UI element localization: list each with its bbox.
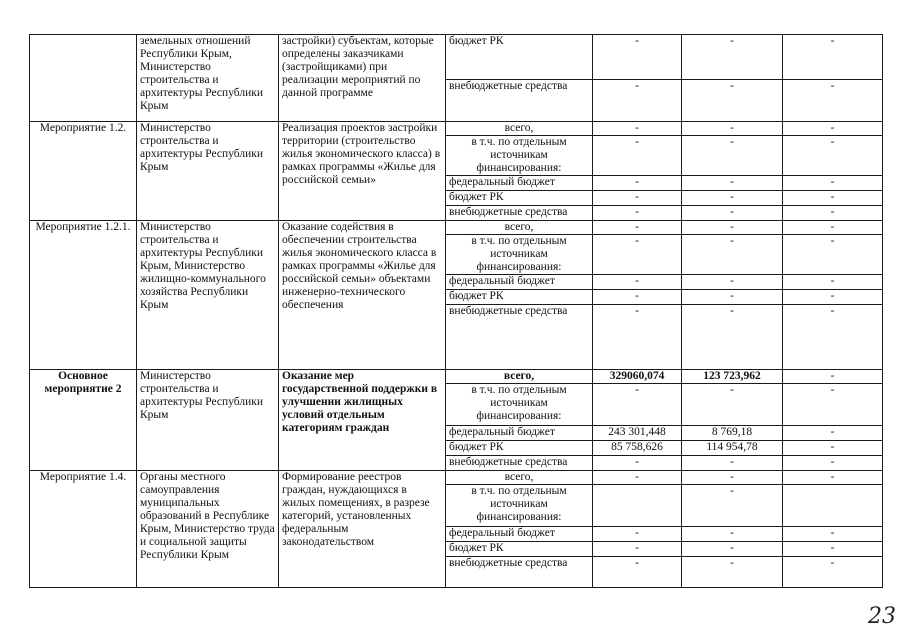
value-cell: - [593, 527, 682, 542]
source-cell: в т.ч. по отдельным источникам финансирования: [446, 235, 593, 275]
value-cell: - [783, 122, 883, 136]
value-cell: - [593, 122, 682, 136]
value-cell: - [783, 290, 883, 305]
value-cell: - [593, 542, 682, 557]
value-cell: - [783, 235, 883, 275]
source-cell: внебюджетные средства [446, 80, 593, 122]
source-cell: федеральный бюджет [446, 275, 593, 290]
executor-cell: Министерство строительства и архитектуры Республики Крым [137, 122, 279, 221]
value-cell: - [783, 191, 883, 206]
value-cell: - [682, 471, 783, 485]
value-cell: - [783, 136, 883, 176]
value-cell [783, 485, 883, 527]
value-cell: - [593, 456, 682, 471]
source-cell: внебюджетные средства [446, 456, 593, 471]
source-cell: всего, [446, 221, 593, 235]
source-cell: бюджет РК [446, 290, 593, 305]
source-cell: федеральный бюджет [446, 176, 593, 191]
value-cell: - [783, 527, 883, 542]
value-cell: - [783, 557, 883, 588]
value-cell: - [593, 471, 682, 485]
value-cell: - [783, 426, 883, 441]
description-cell: застройки) субъектам, которые определены заказчиками (застройщиками) при реализации мероприятий по данной программе [279, 35, 446, 122]
value-cell: 85 758,626 [593, 441, 682, 456]
value-cell: - [783, 206, 883, 221]
source-cell: всего, [446, 471, 593, 485]
value-cell: - [682, 275, 783, 290]
event-cell: Мероприятие 1.2.1. [30, 221, 137, 370]
value-cell: - [593, 206, 682, 221]
value-cell: - [682, 221, 783, 235]
description-cell: Оказание мер государственной поддержки в улучшении жилищных условий отдельным категориям граждан [279, 370, 446, 471]
value-cell: - [783, 441, 883, 456]
source-cell: всего, [446, 122, 593, 136]
value-cell: - [783, 542, 883, 557]
event-cell: Мероприятие 1.2. [30, 122, 137, 221]
value-cell: - [783, 305, 883, 370]
value-cell: - [783, 471, 883, 485]
value-cell: - [783, 35, 883, 80]
executor-cell: Министерство строительства и архитектуры Республики Крым, Министерство жилищно-коммунального хозяйства Республики Крым [137, 221, 279, 370]
source-cell: в т.ч. по отдельным источникам финансирования: [446, 485, 593, 527]
source-cell: внебюджетные средства [446, 206, 593, 221]
value-cell: - [783, 456, 883, 471]
value-cell: - [682, 557, 783, 588]
executor-cell: Органы местного самоуправления муниципальных образований в Республике Крым, Министерство труда и социальной защиты Республики Крым [137, 471, 279, 588]
value-cell: - [593, 235, 682, 275]
source-cell: федеральный бюджет [446, 426, 593, 441]
value-cell: - [783, 370, 883, 384]
source-cell: в т.ч. по отдельным источникам финансирования: [446, 384, 593, 426]
value-cell: - [682, 191, 783, 206]
value-cell: - [682, 456, 783, 471]
value-cell: - [593, 80, 682, 122]
description-cell: Оказание содействия в обеспечении строительства жилья экономического класса в рамках программы «Жилье для российской семьи» объектами инженерно-технического обеспечения [279, 221, 446, 370]
source-cell: внебюджетные средства [446, 557, 593, 588]
table-row [30, 370, 883, 384]
value-cell: - [682, 176, 783, 191]
executor-cell: земельных отношений Республики Крым, Министерство строительства и архитектуры Республики Крым [137, 35, 279, 122]
value-cell: - [682, 235, 783, 275]
value-cell: - [593, 290, 682, 305]
value-cell: - [593, 176, 682, 191]
value-cell: - [682, 527, 783, 542]
value-cell: - [682, 136, 783, 176]
value-cell: - [593, 275, 682, 290]
value-cell: - [593, 136, 682, 176]
value-cell: 329060,074 [593, 370, 682, 384]
source-cell: федеральный бюджет [446, 527, 593, 542]
table-row [30, 122, 883, 136]
value-cell: - [783, 80, 883, 122]
value-cell: - [783, 221, 883, 235]
executor-cell: Министерство строительства и архитектуры Республики Крым [137, 370, 279, 471]
program-table [29, 34, 883, 588]
event-cell: Мероприятие 1.4. [30, 471, 137, 588]
description-cell: Формирование реестров граждан, нуждающихся в жилых помещениях, в разрезе категорий, установленных федеральным законодательством [279, 471, 446, 588]
value-cell: - [682, 206, 783, 221]
value-cell: 114 954,78 [682, 441, 783, 456]
source-cell: бюджет РК [446, 441, 593, 456]
value-cell: - [682, 542, 783, 557]
value-cell: - [593, 384, 682, 426]
event-cell: Основное мероприятие 2 [30, 370, 137, 471]
value-cell: - [593, 191, 682, 206]
value-cell: - [783, 275, 883, 290]
value-cell: - [593, 557, 682, 588]
value-cell: 8 769,18 [682, 426, 783, 441]
table-row [30, 35, 883, 80]
value-cell: - [593, 305, 682, 370]
value-cell: 243 301,448 [593, 426, 682, 441]
page-number: 23 [868, 604, 896, 629]
source-cell: бюджет РК [446, 35, 593, 80]
source-cell: внебюджетные средства [446, 305, 593, 370]
value-cell: - [593, 221, 682, 235]
table-row [30, 471, 883, 485]
value-cell: - [682, 485, 783, 527]
source-cell: в т.ч. по отдельным источникам финансирования: [446, 136, 593, 176]
value-cell: 123 723,962 [682, 370, 783, 384]
value-cell: - [682, 305, 783, 370]
value-cell: - [682, 384, 783, 426]
value-cell: - [682, 290, 783, 305]
value-cell: - [783, 176, 883, 191]
value-cell: - [682, 80, 783, 122]
value-cell: - [783, 384, 883, 426]
event-cell [30, 35, 137, 122]
description-cell: Реализация проектов застройки территории (строительство жилья экономического класса) в рамках программы «Жилье для российской семьи» [279, 122, 446, 221]
value-cell: - [593, 35, 682, 80]
source-cell: бюджет РК [446, 191, 593, 206]
table-row [30, 221, 883, 235]
value-cell: - [682, 35, 783, 80]
value-cell [593, 485, 682, 527]
source-cell: бюджет РК [446, 542, 593, 557]
value-cell: - [682, 122, 783, 136]
source-cell: всего, [446, 370, 593, 384]
